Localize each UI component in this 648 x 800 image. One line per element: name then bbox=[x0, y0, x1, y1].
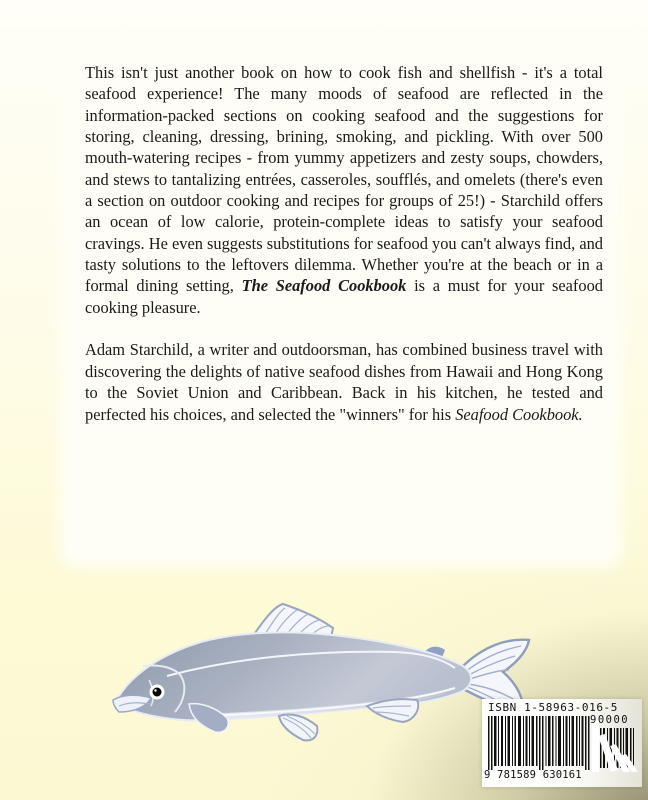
isbn-label: ISBN 1-58963-016-5 bbox=[488, 701, 619, 714]
author-bio-paragraph bbox=[85, 339, 603, 424]
paragraph-1-text: This isn't just another book on how to cook fish and shellfish - it's a total seafood experience! The many moods of seafood are reflected in the information-packed sections on cooking seafood and the suggestions for storing, cleaning, dressing, brining, smoking, and pickling. With over 500 mouth-watering recipes - from yummy appetizers and zesty soups, chowders, and stews to tantalizing entrées, casseroles, soufflés, and omelets (there's even a section on outdoor cooking and recipes for groups of 25!) - Starchild offers an ocean of low calorie, protein-complete ideas to satisfy your seafood cravings. He even suggests substitutions for seafood you can't always find, and tasty solutions to the leftovers dilemma. Whether you're at the beach or in a formal dining setting, bbox=[85, 63, 603, 296]
book-description bbox=[85, 62, 603, 425]
ean-digits: 9 781589 630161 bbox=[484, 769, 582, 781]
description-paragraph-1 bbox=[85, 62, 603, 318]
paragraph-1-tail: is a must for your seafood cooking pleasure. bbox=[85, 276, 603, 317]
book-title-italic: Seafood Cookbook. bbox=[455, 404, 583, 424]
isbn-barcode bbox=[482, 699, 642, 787]
book-title-bold-italic: The Seafood Cookbook bbox=[241, 276, 407, 296]
fish-illustration-icon bbox=[105, 588, 545, 748]
price-addon-label: 90000 bbox=[590, 714, 630, 726]
author-bio-text: Adam Starchild, a writer and outdoorsman, has combined business travel with discovering the delights of native seafood dishes from Hawaii and Hong Kong to the Soviet Union and Caribbean. Back in his kitchen, he tested and perfected his choices, and selected the "winners" for his bbox=[85, 340, 603, 424]
